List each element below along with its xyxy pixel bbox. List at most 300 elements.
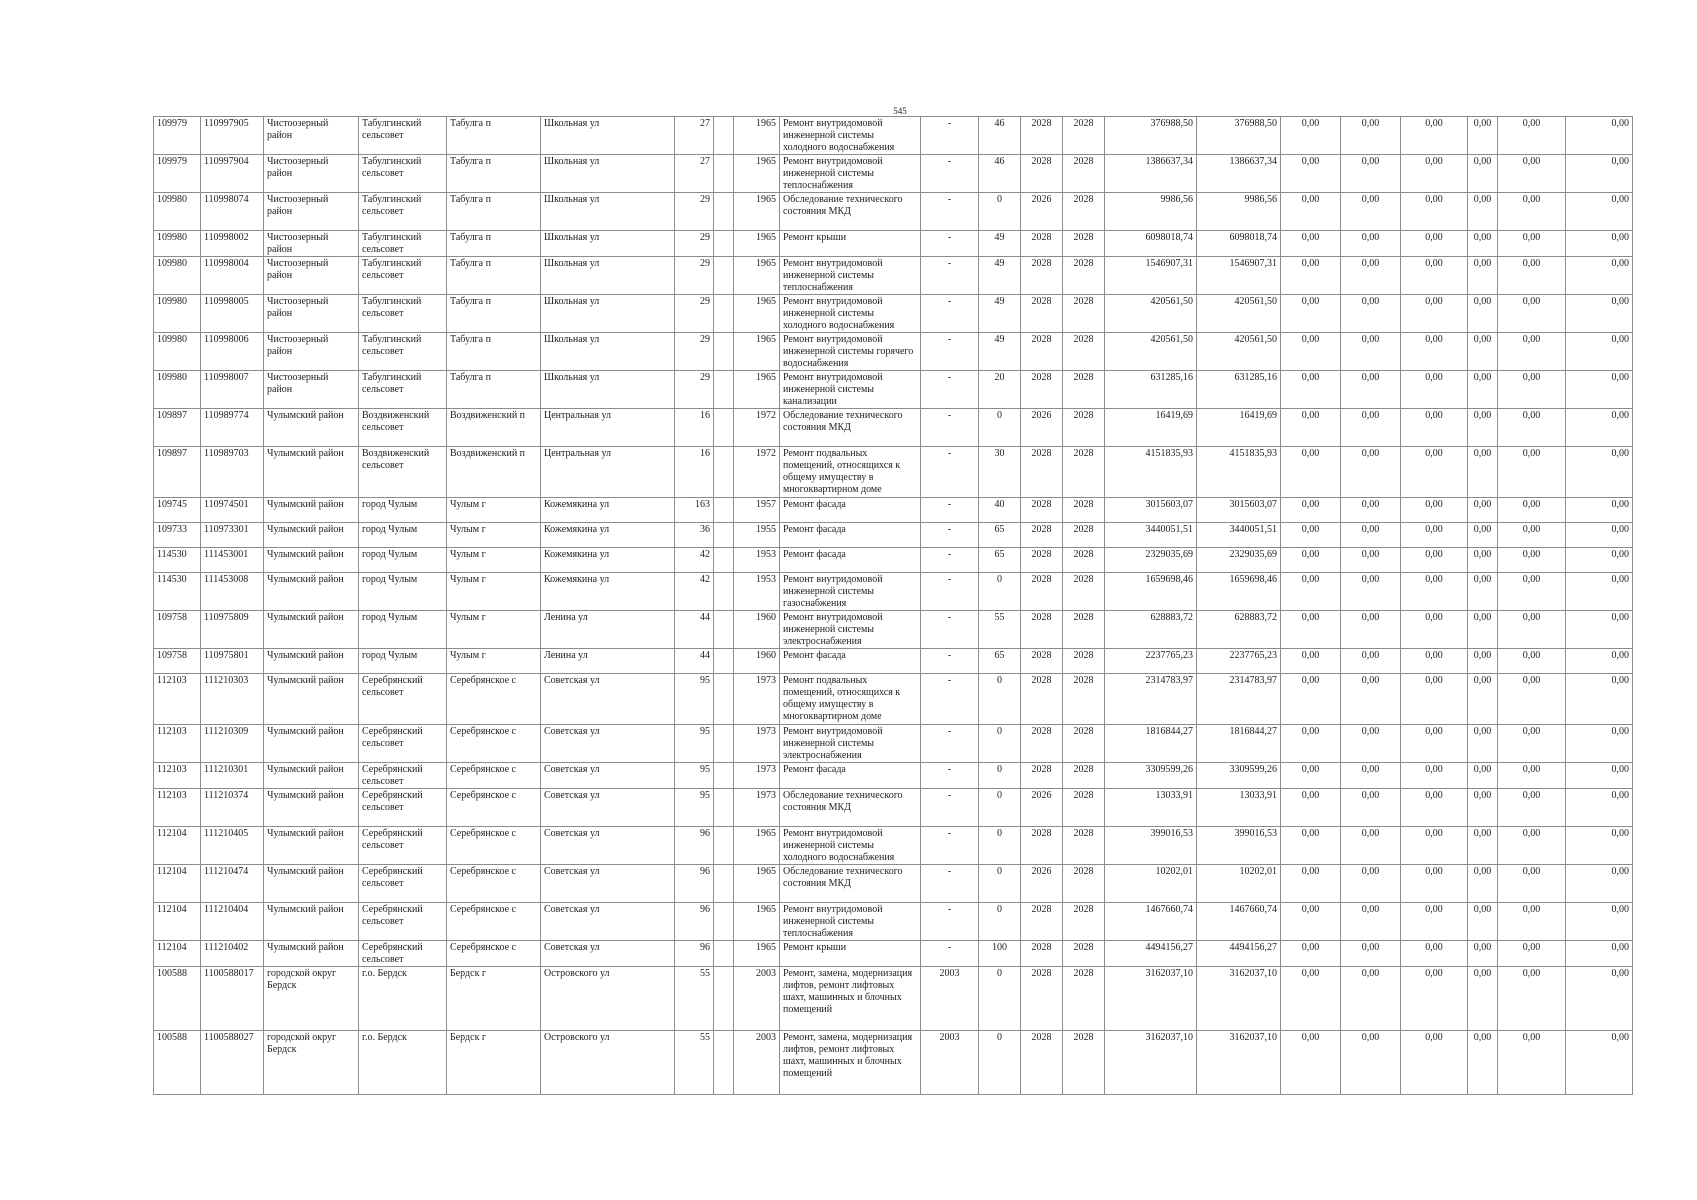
cell-lift-year: - (921, 333, 979, 371)
cell-build-year: 1973 (734, 789, 780, 827)
cell-street: Советская ул (541, 941, 675, 967)
cell-building (714, 409, 734, 447)
cell-cost-c: 0,00 (1401, 257, 1468, 295)
cell-house-id: 109980 (154, 371, 201, 409)
cell-cost-value: 3440051,51 (1197, 523, 1281, 548)
cell-house-id: 109980 (154, 333, 201, 371)
cell-cost-b: 0,00 (1341, 409, 1401, 447)
cell-cost-b: 0,00 (1341, 231, 1401, 257)
cell-wear-percent: 0 (979, 1031, 1021, 1095)
cell-cost-a: 0,00 (1281, 333, 1341, 371)
cell-building (714, 231, 734, 257)
cell-municipality: Серебрянский сельсовет (359, 941, 447, 967)
cell-municipality: Серебрянский сельсовет (359, 789, 447, 827)
cell-build-year: 1955 (734, 523, 780, 548)
cell-cost-value: 1659698,46 (1197, 573, 1281, 611)
cell-work-id: 110998006 (201, 333, 264, 371)
cell-district: городской округ Бердск (264, 1031, 359, 1095)
cell-cost-d: 0,00 (1468, 725, 1498, 763)
cell-work-type: Ремонт фасада (780, 498, 921, 523)
cell-total-cost: 399016,53 (1105, 827, 1197, 865)
cell-settlement: Табулга п (447, 193, 541, 231)
cell-municipality: Серебрянский сельсовет (359, 763, 447, 789)
cell-building (714, 193, 734, 231)
cell-district: городской округ Бердск (264, 967, 359, 1031)
cell-cost-a: 0,00 (1281, 523, 1341, 548)
cell-work-type: Ремонт крыши (780, 231, 921, 257)
cell-lift-year: - (921, 725, 979, 763)
cell-cost-e: 0,00 (1498, 903, 1566, 941)
cell-house-number: 29 (675, 193, 714, 231)
cell-work-type: Ремонт внутридомовой инженерной системы теплоснабжения (780, 257, 921, 295)
cell-cost-a: 0,00 (1281, 611, 1341, 649)
cell-municipality: город Чулым (359, 498, 447, 523)
cell-cost-f: 0,00 (1566, 649, 1633, 674)
cell-cost-e: 0,00 (1498, 827, 1566, 865)
cell-house-id: 112103 (154, 674, 201, 725)
cell-plan-end-year: 2028 (1063, 674, 1105, 725)
cell-cost-a: 0,00 (1281, 193, 1341, 231)
cell-cost-d: 0,00 (1468, 295, 1498, 333)
cell-cost-e: 0,00 (1498, 523, 1566, 548)
cell-cost-c: 0,00 (1401, 523, 1468, 548)
cell-lift-year: - (921, 155, 979, 193)
cell-house-number: 16 (675, 409, 714, 447)
cell-settlement: Бердск г (447, 967, 541, 1031)
cell-work-type: Ремонт внутридомовой инженерной системы газоснабжения (780, 573, 921, 611)
cell-cost-a: 0,00 (1281, 941, 1341, 967)
cell-building (714, 333, 734, 371)
cell-cost-f: 0,00 (1566, 967, 1633, 1031)
cell-work-type: Ремонт крыши (780, 941, 921, 967)
cell-house-id: 109979 (154, 155, 201, 193)
cell-work-id: 110997904 (201, 155, 264, 193)
cell-district: Чулымский район (264, 763, 359, 789)
cell-plan-end-year: 2028 (1063, 523, 1105, 548)
cell-plan-start-year: 2028 (1021, 573, 1063, 611)
cell-house-id: 114530 (154, 548, 201, 573)
cell-work-id: 111210374 (201, 789, 264, 827)
cell-building (714, 611, 734, 649)
cell-plan-start-year: 2028 (1021, 903, 1063, 941)
cell-build-year: 1965 (734, 903, 780, 941)
cell-work-id: 110998074 (201, 193, 264, 231)
cell-cost-f: 0,00 (1566, 231, 1633, 257)
cell-cost-a: 0,00 (1281, 865, 1341, 903)
cell-house-number: 163 (675, 498, 714, 523)
cell-work-id: 111210405 (201, 827, 264, 865)
cell-plan-start-year: 2028 (1021, 155, 1063, 193)
cell-cost-c: 0,00 (1401, 967, 1468, 1031)
cell-cost-value: 1816844,27 (1197, 725, 1281, 763)
cell-street: Центральная ул (541, 447, 675, 498)
cell-cost-b: 0,00 (1341, 903, 1401, 941)
cell-plan-end-year: 2028 (1063, 231, 1105, 257)
cell-street: Островского ул (541, 967, 675, 1031)
cell-build-year: 1965 (734, 257, 780, 295)
cell-cost-d: 0,00 (1468, 523, 1498, 548)
cell-house-id: 109980 (154, 295, 201, 333)
cell-cost-d: 0,00 (1468, 447, 1498, 498)
cell-building (714, 941, 734, 967)
cell-municipality: Табулгинский сельсовет (359, 295, 447, 333)
cell-cost-b: 0,00 (1341, 865, 1401, 903)
cell-settlement: Серебрянское с (447, 865, 541, 903)
cell-cost-value: 3162037,10 (1197, 1031, 1281, 1095)
cell-cost-b: 0,00 (1341, 193, 1401, 231)
cell-district: Чистоозерный район (264, 155, 359, 193)
cell-house-id: 109980 (154, 257, 201, 295)
cell-cost-d: 0,00 (1468, 333, 1498, 371)
cell-plan-start-year: 2028 (1021, 827, 1063, 865)
cell-lift-year: - (921, 295, 979, 333)
cell-settlement: Чулым г (447, 523, 541, 548)
cell-wear-percent: 65 (979, 649, 1021, 674)
table-row (154, 257, 1633, 295)
cell-cost-value: 1386637,34 (1197, 155, 1281, 193)
cell-cost-b: 0,00 (1341, 498, 1401, 523)
cell-cost-value: 1546907,31 (1197, 257, 1281, 295)
cell-plan-end-year: 2028 (1063, 649, 1105, 674)
cell-cost-a: 0,00 (1281, 155, 1341, 193)
cell-cost-d: 0,00 (1468, 193, 1498, 231)
cell-cost-d: 0,00 (1468, 941, 1498, 967)
cell-municipality: город Чулым (359, 548, 447, 573)
cell-build-year: 1965 (734, 117, 780, 155)
cell-cost-value: 4151835,93 (1197, 447, 1281, 498)
cell-plan-start-year: 2028 (1021, 941, 1063, 967)
cell-house-id: 114530 (154, 573, 201, 611)
cell-house-id: 112103 (154, 789, 201, 827)
cell-plan-end-year: 2028 (1063, 967, 1105, 1031)
cell-lift-year: - (921, 827, 979, 865)
cell-building (714, 155, 734, 193)
cell-cost-f: 0,00 (1566, 117, 1633, 155)
cell-cost-value: 16419,69 (1197, 409, 1281, 447)
cell-cost-f: 0,00 (1566, 257, 1633, 295)
cell-municipality: Воздвиженский сельсовет (359, 409, 447, 447)
cell-building (714, 117, 734, 155)
cell-house-number: 27 (675, 117, 714, 155)
cell-street: Школьная ул (541, 295, 675, 333)
cell-cost-a: 0,00 (1281, 117, 1341, 155)
cell-house-number: 29 (675, 257, 714, 295)
cell-total-cost: 3015603,07 (1105, 498, 1197, 523)
cell-plan-end-year: 2028 (1063, 498, 1105, 523)
cell-cost-a: 0,00 (1281, 548, 1341, 573)
cell-settlement: Серебрянское с (447, 941, 541, 967)
cell-plan-end-year: 2028 (1063, 827, 1105, 865)
cell-municipality: г.о. Бердск (359, 1031, 447, 1095)
cell-cost-b: 0,00 (1341, 763, 1401, 789)
cell-cost-c: 0,00 (1401, 193, 1468, 231)
cell-total-cost: 1386637,34 (1105, 155, 1197, 193)
table-row (154, 523, 1633, 548)
cell-house-id: 109980 (154, 193, 201, 231)
cell-work-id: 110989774 (201, 409, 264, 447)
cell-settlement: Серебрянское с (447, 903, 541, 941)
cell-total-cost: 376988,50 (1105, 117, 1197, 155)
cell-building (714, 371, 734, 409)
cell-municipality: Воздвиженский сельсовет (359, 447, 447, 498)
cell-plan-end-year: 2028 (1063, 763, 1105, 789)
cell-build-year: 1953 (734, 548, 780, 573)
cell-settlement: Бердск г (447, 1031, 541, 1095)
cell-build-year: 1953 (734, 573, 780, 611)
cell-house-id: 112104 (154, 941, 201, 967)
cell-plan-end-year: 2028 (1063, 447, 1105, 498)
cell-lift-year: - (921, 231, 979, 257)
cell-plan-end-year: 2028 (1063, 1031, 1105, 1095)
cell-plan-start-year: 2028 (1021, 548, 1063, 573)
cell-cost-f: 0,00 (1566, 827, 1633, 865)
cell-district: Чистоозерный район (264, 257, 359, 295)
cell-plan-end-year: 2028 (1063, 548, 1105, 573)
cell-municipality: город Чулым (359, 611, 447, 649)
cell-wear-percent: 46 (979, 155, 1021, 193)
cell-total-cost: 628883,72 (1105, 611, 1197, 649)
table-row (154, 789, 1633, 827)
cell-cost-b: 0,00 (1341, 941, 1401, 967)
cell-plan-end-year: 2028 (1063, 573, 1105, 611)
cell-wear-percent: 49 (979, 333, 1021, 371)
cell-building (714, 903, 734, 941)
cell-work-type: Обследование технического состояния МКД (780, 409, 921, 447)
cell-cost-b: 0,00 (1341, 611, 1401, 649)
cell-district: Чулымский район (264, 865, 359, 903)
cell-cost-a: 0,00 (1281, 1031, 1341, 1095)
cell-cost-f: 0,00 (1566, 789, 1633, 827)
cell-district: Чулымский район (264, 674, 359, 725)
cell-cost-d: 0,00 (1468, 763, 1498, 789)
cell-plan-start-year: 2028 (1021, 295, 1063, 333)
cell-cost-d: 0,00 (1468, 371, 1498, 409)
cell-building (714, 827, 734, 865)
cell-wear-percent: 0 (979, 789, 1021, 827)
cell-cost-a: 0,00 (1281, 257, 1341, 295)
cell-house-id: 112103 (154, 725, 201, 763)
cell-lift-year: 2003 (921, 1031, 979, 1095)
cell-wear-percent: 100 (979, 941, 1021, 967)
cell-cost-a: 0,00 (1281, 447, 1341, 498)
cell-total-cost: 2237765,23 (1105, 649, 1197, 674)
cell-cost-f: 0,00 (1566, 193, 1633, 231)
table-row (154, 333, 1633, 371)
cell-settlement: Табулга п (447, 371, 541, 409)
cell-municipality: город Чулым (359, 573, 447, 611)
cell-wear-percent: 46 (979, 117, 1021, 155)
cell-district: Чулымский район (264, 725, 359, 763)
cell-work-id: 110998002 (201, 231, 264, 257)
cell-work-type: Обследование технического состояния МКД (780, 865, 921, 903)
cell-cost-c: 0,00 (1401, 295, 1468, 333)
cell-district: Чулымский район (264, 941, 359, 967)
cell-lift-year: - (921, 409, 979, 447)
cell-cost-a: 0,00 (1281, 409, 1341, 447)
cell-work-type: Ремонт, замена, модернизация лифтов, ремонт лифтовых шахт, машинных и блочных помещений (780, 967, 921, 1031)
cell-building (714, 295, 734, 333)
cell-lift-year: - (921, 117, 979, 155)
cell-house-id: 109733 (154, 523, 201, 548)
cell-cost-d: 0,00 (1468, 903, 1498, 941)
cell-cost-b: 0,00 (1341, 725, 1401, 763)
cell-settlement: Табулга п (447, 155, 541, 193)
cell-cost-e: 0,00 (1498, 447, 1566, 498)
cell-lift-year: - (921, 789, 979, 827)
cell-cost-d: 0,00 (1468, 117, 1498, 155)
cell-cost-c: 0,00 (1401, 827, 1468, 865)
cell-plan-end-year: 2028 (1063, 725, 1105, 763)
cell-municipality: Табулгинский сельсовет (359, 155, 447, 193)
cell-cost-e: 0,00 (1498, 763, 1566, 789)
cell-wear-percent: 30 (979, 447, 1021, 498)
cell-work-type: Обследование технического состояния МКД (780, 193, 921, 231)
cell-cost-c: 0,00 (1401, 231, 1468, 257)
cell-house-id: 109758 (154, 649, 201, 674)
cell-build-year: 1965 (734, 231, 780, 257)
cell-build-year: 2003 (734, 1031, 780, 1095)
cell-lift-year: - (921, 674, 979, 725)
cell-work-id: 110973301 (201, 523, 264, 548)
cell-plan-start-year: 2028 (1021, 763, 1063, 789)
cell-cost-b: 0,00 (1341, 257, 1401, 295)
table-row (154, 649, 1633, 674)
cell-cost-d: 0,00 (1468, 611, 1498, 649)
cell-cost-f: 0,00 (1566, 674, 1633, 725)
cell-cost-c: 0,00 (1401, 573, 1468, 611)
cell-wear-percent: 0 (979, 967, 1021, 1031)
cell-cost-c: 0,00 (1401, 941, 1468, 967)
cell-street: Школьная ул (541, 333, 675, 371)
cell-district: Чистоозерный район (264, 193, 359, 231)
cell-house-id: 109980 (154, 231, 201, 257)
cell-plan-start-year: 2028 (1021, 447, 1063, 498)
cell-build-year: 1965 (734, 371, 780, 409)
cell-wear-percent: 0 (979, 193, 1021, 231)
cell-total-cost: 420561,50 (1105, 333, 1197, 371)
cell-cost-d: 0,00 (1468, 548, 1498, 573)
cell-work-id: 110974501 (201, 498, 264, 523)
cell-build-year: 1960 (734, 649, 780, 674)
cell-house-number: 55 (675, 967, 714, 1031)
cell-cost-c: 0,00 (1401, 333, 1468, 371)
cell-total-cost: 631285,16 (1105, 371, 1197, 409)
cell-cost-a: 0,00 (1281, 649, 1341, 674)
cell-street: Школьная ул (541, 371, 675, 409)
cell-cost-e: 0,00 (1498, 333, 1566, 371)
cell-cost-b: 0,00 (1341, 523, 1401, 548)
cell-cost-d: 0,00 (1468, 155, 1498, 193)
cell-work-type: Ремонт внутридомовой инженерной системы теплоснабжения (780, 155, 921, 193)
cell-cost-f: 0,00 (1566, 865, 1633, 903)
cell-building (714, 573, 734, 611)
cell-street: Школьная ул (541, 231, 675, 257)
cell-work-id: 1100588027 (201, 1031, 264, 1095)
cell-cost-b: 0,00 (1341, 967, 1401, 1031)
cell-settlement: Чулым г (447, 573, 541, 611)
cell-lift-year: - (921, 573, 979, 611)
cell-house-id: 109758 (154, 611, 201, 649)
cell-cost-b: 0,00 (1341, 155, 1401, 193)
cell-plan-end-year: 2028 (1063, 611, 1105, 649)
cell-total-cost: 10202,01 (1105, 865, 1197, 903)
cell-lift-year: - (921, 865, 979, 903)
cell-lift-year: - (921, 611, 979, 649)
cell-cost-value: 2329035,69 (1197, 548, 1281, 573)
cell-cost-a: 0,00 (1281, 725, 1341, 763)
cell-plan-start-year: 2028 (1021, 649, 1063, 674)
cell-work-type: Обследование технического состояния МКД (780, 789, 921, 827)
cell-lift-year: - (921, 498, 979, 523)
cell-build-year: 1973 (734, 725, 780, 763)
cell-settlement: Чулым г (447, 611, 541, 649)
cell-municipality: Серебрянский сельсовет (359, 674, 447, 725)
cell-building (714, 548, 734, 573)
cell-lift-year: - (921, 371, 979, 409)
table-row (154, 827, 1633, 865)
cell-district: Чулымский район (264, 447, 359, 498)
cell-house-number: 36 (675, 523, 714, 548)
cell-cost-f: 0,00 (1566, 903, 1633, 941)
table-row (154, 1031, 1633, 1095)
cell-cost-c: 0,00 (1401, 649, 1468, 674)
cell-cost-f: 0,00 (1566, 333, 1633, 371)
cell-district: Чулымский район (264, 649, 359, 674)
cell-total-cost: 2329035,69 (1105, 548, 1197, 573)
cell-cost-e: 0,00 (1498, 941, 1566, 967)
cell-cost-e: 0,00 (1498, 967, 1566, 1031)
cell-street: Советская ул (541, 725, 675, 763)
cell-cost-d: 0,00 (1468, 1031, 1498, 1095)
cell-plan-start-year: 2028 (1021, 333, 1063, 371)
table-body (154, 117, 1633, 1095)
cell-house-id: 109979 (154, 117, 201, 155)
cell-municipality: Табулгинский сельсовет (359, 371, 447, 409)
cell-municipality: город Чулым (359, 523, 447, 548)
cell-cost-c: 0,00 (1401, 611, 1468, 649)
cell-cost-a: 0,00 (1281, 827, 1341, 865)
cell-cost-value: 10202,01 (1197, 865, 1281, 903)
cell-work-id: 1100588017 (201, 967, 264, 1031)
cell-cost-e: 0,00 (1498, 257, 1566, 295)
cell-lift-year: - (921, 523, 979, 548)
cell-cost-value: 3162037,10 (1197, 967, 1281, 1031)
cell-work-id: 110998005 (201, 295, 264, 333)
cell-lift-year: - (921, 903, 979, 941)
cell-work-id: 111210301 (201, 763, 264, 789)
cell-cost-d: 0,00 (1468, 649, 1498, 674)
cell-street: Советская ул (541, 865, 675, 903)
cell-cost-b: 0,00 (1341, 674, 1401, 725)
cell-total-cost: 1467660,74 (1105, 903, 1197, 941)
cell-build-year: 1965 (734, 827, 780, 865)
cell-total-cost: 3162037,10 (1105, 1031, 1197, 1095)
cell-cost-a: 0,00 (1281, 498, 1341, 523)
cell-total-cost: 420561,50 (1105, 295, 1197, 333)
cell-cost-f: 0,00 (1566, 725, 1633, 763)
table-row (154, 498, 1633, 523)
cell-cost-e: 0,00 (1498, 409, 1566, 447)
cell-cost-e: 0,00 (1498, 295, 1566, 333)
cell-wear-percent: 20 (979, 371, 1021, 409)
cell-total-cost: 9986,56 (1105, 193, 1197, 231)
cell-district: Чулымский район (264, 523, 359, 548)
cell-building (714, 789, 734, 827)
cell-cost-f: 0,00 (1566, 548, 1633, 573)
cell-street: Ленина ул (541, 649, 675, 674)
table-row (154, 865, 1633, 903)
cell-building (714, 447, 734, 498)
